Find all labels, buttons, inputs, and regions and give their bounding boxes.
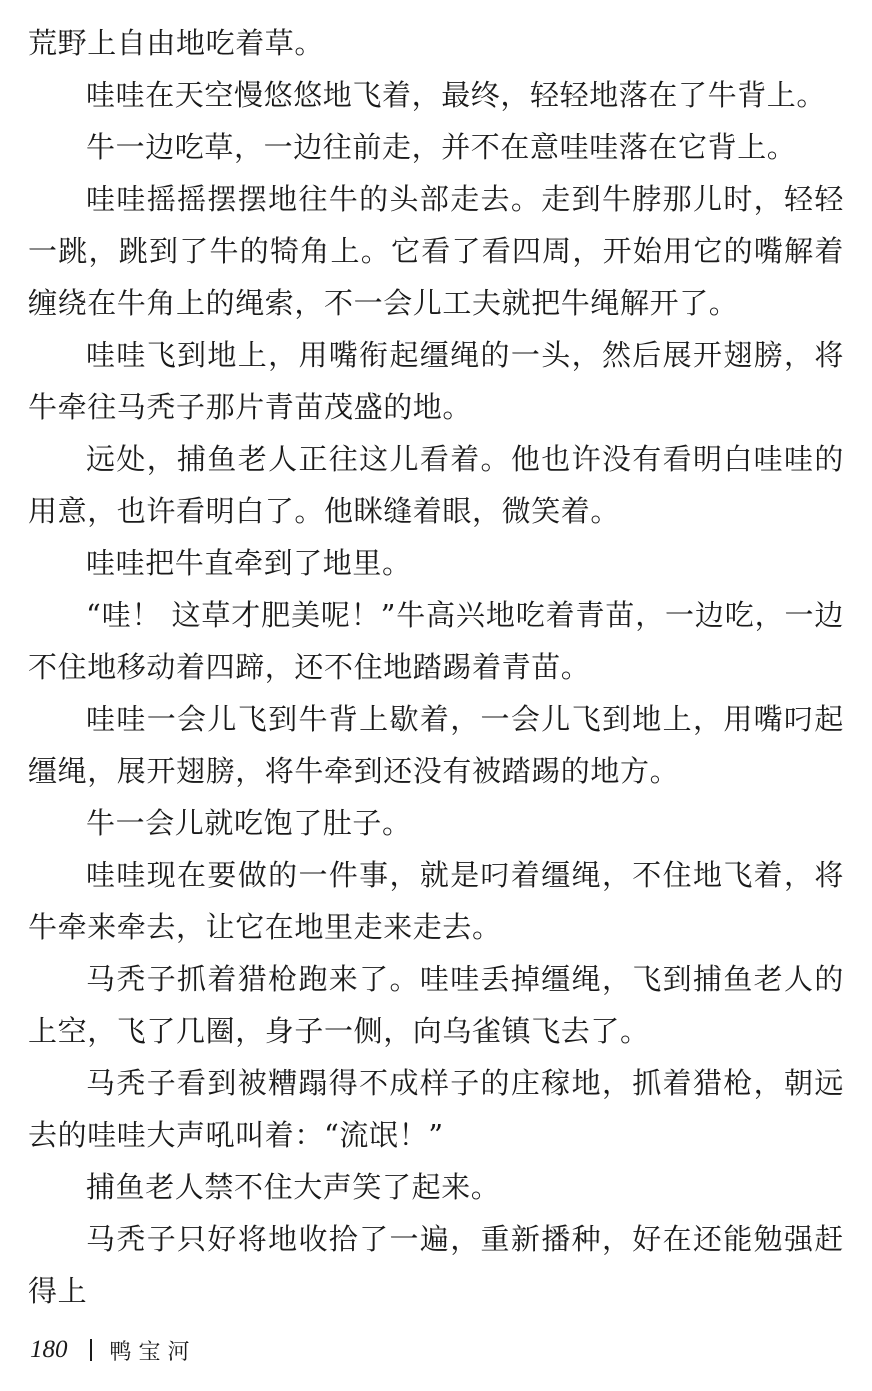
paragraph-2: 哇哇在天空慢悠悠地飞着，最终，轻轻地落在了牛背上。 bbox=[86, 78, 827, 112]
paragraph-5: 哇哇飞到地上，用嘴衔起缰绳的一头，然后展开翅膀，将牛牵往马秃子那片青苗茂盛的地。 bbox=[28, 338, 844, 424]
page-body bbox=[28, 17, 844, 1317]
paragraph-14: 捕鱼老人禁不住大声笑了起来。 bbox=[86, 1170, 501, 1204]
page-footer bbox=[30, 1330, 197, 1370]
book-title: 鸭宝河 bbox=[109, 1339, 197, 1365]
paragraph-9: 哇哇一会儿飞到牛背上歇着，一会儿飞到地上，用嘴叼起缰绳，展开翅膀，将牛牵到还没有被踏踢的地方。 bbox=[28, 702, 844, 788]
paragraph-4: 哇哇摇摇摆摆地往牛的头部走去。走到牛脖那儿时，轻轻一跳，跳到了牛的犄角上。它看了看四周，开始用它的嘴解着缠绕在牛角上的绳索，不一会儿工夫就把牛绳解开了。 bbox=[28, 182, 844, 320]
footer-divider bbox=[90, 1339, 92, 1361]
paragraph-12: 马秃子抓着猎枪跑来了。哇哇丢掉缰绳，飞到捕鱼老人的上空，飞了几圈，身子一侧，向乌雀镇飞去了。 bbox=[28, 962, 844, 1048]
paragraph-6: 远处，捕鱼老人正往这儿看着。他也许没有看明白哇哇的用意，也许看明白了。他眯缝着眼，微笑着。 bbox=[28, 442, 844, 528]
paragraph-8: “哇！ 这草才肥美呢！”牛高兴地吃着青苗，一边吃，一边不住地移动着四蹄，还不住地踏踢着青苗。 bbox=[28, 598, 844, 684]
paragraph-13: 马秃子看到被糟蹋得不成样子的庄稼地，抓着猎枪，朝远去的哇哇大声吼叫着：“流氓！” bbox=[28, 1066, 844, 1152]
paragraph-3: 牛一边吃草，一边往前走，并不在意哇哇落在它背上。 bbox=[86, 130, 797, 164]
paragraph-10: 牛一会儿就吃饱了肚子。 bbox=[86, 806, 412, 840]
paragraph-11: 哇哇现在要做的一件事，就是叼着缰绳，不住地飞着，将牛牵来牵去，让它在地里走来走去。 bbox=[28, 858, 844, 944]
page-number: 180 bbox=[30, 1336, 68, 1363]
paragraph-15: 马秃子只好将地收拾了一遍，重新播种，好在还能勉强赶得上 bbox=[28, 1222, 844, 1308]
paragraph-7: 哇哇把牛直牵到了地里。 bbox=[86, 546, 412, 580]
paragraph-1: 荒野上自由地吃着草。 bbox=[28, 26, 325, 60]
